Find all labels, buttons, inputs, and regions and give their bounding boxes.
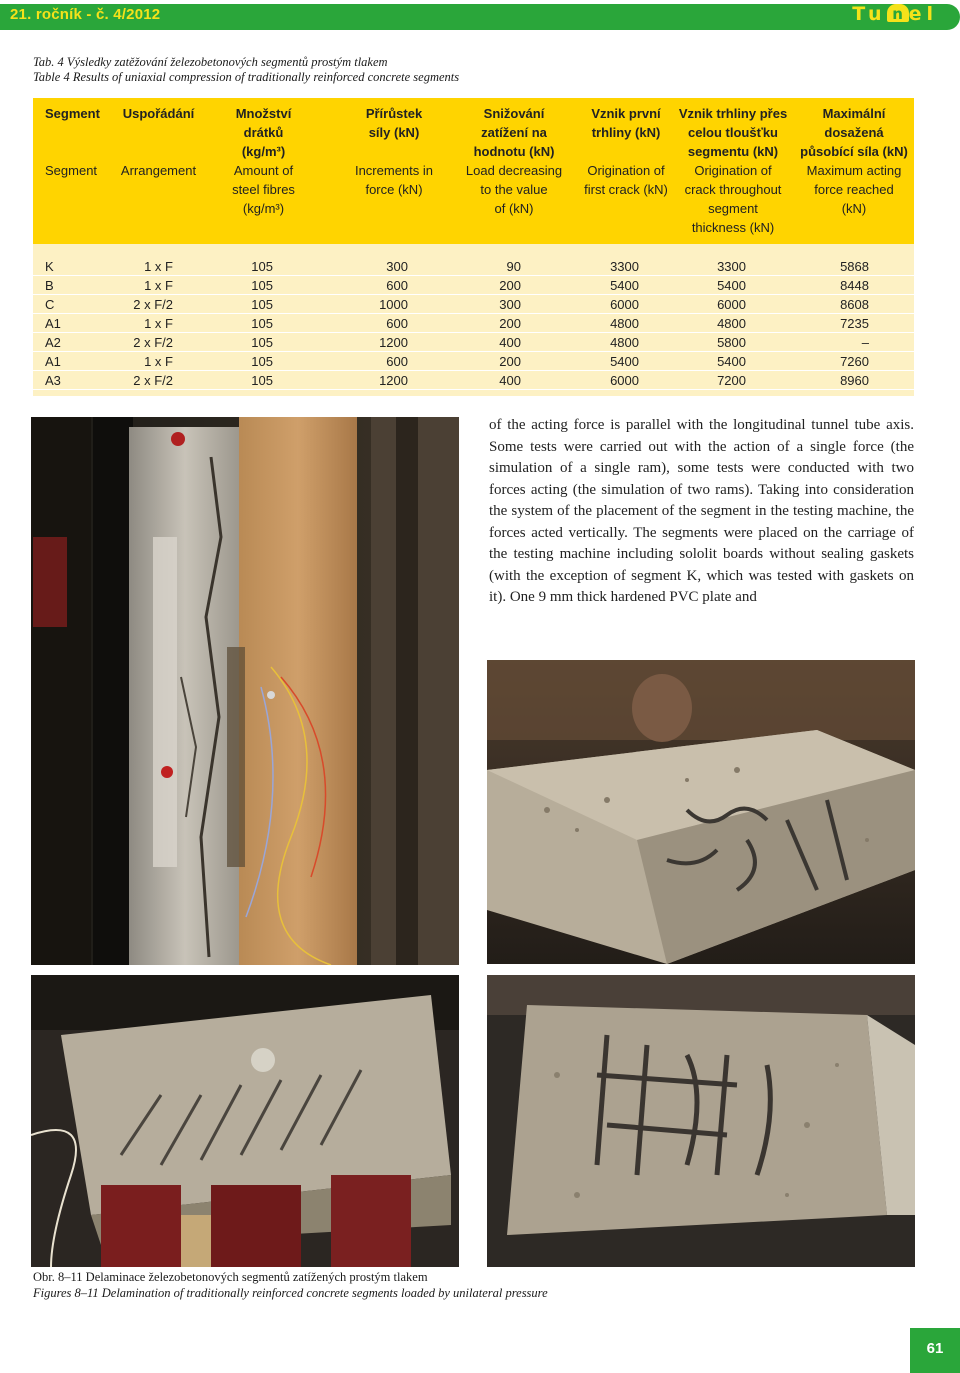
table-row xyxy=(33,371,914,390)
table-row xyxy=(33,257,914,276)
header-en-1-line: Segment xyxy=(45,163,98,178)
header-cz-5-line: Snižování xyxy=(483,106,545,121)
table-cell: – xyxy=(861,335,869,350)
photo-segment-face-delamination xyxy=(31,975,459,1267)
table-cell: 1 x F xyxy=(144,259,173,274)
table-cell: 5800 xyxy=(717,335,746,350)
table-caption xyxy=(33,55,459,85)
table-cell: K xyxy=(45,259,54,274)
table-cell: 3300 xyxy=(610,259,639,274)
photo-segment-top-view-illustration xyxy=(487,660,915,964)
header-cz-1-line: Segment xyxy=(45,106,100,121)
table-cell: 2 x F/2 xyxy=(133,373,173,388)
header-cz-8-line: působící síla (kN) xyxy=(800,144,908,159)
table-cell: 1 x F xyxy=(144,354,173,369)
table-cell: 5400 xyxy=(717,278,746,293)
header-cz-2 xyxy=(111,104,206,123)
table-header xyxy=(33,98,914,244)
table-cell: 200 xyxy=(499,316,521,331)
header-cz-4 xyxy=(338,104,450,142)
table-cell: 6000 xyxy=(610,373,639,388)
header-en-6-line: first crack (kN) xyxy=(584,182,668,197)
table-cell: 90 xyxy=(506,259,521,274)
table-cell: 600 xyxy=(386,316,408,331)
header-cz-8-line: Maximální xyxy=(822,106,886,121)
photo-segment-top-view xyxy=(487,660,915,964)
figure-caption-en: Figures 8–11 Delamination of traditionally reinforced concrete segments loaded by unilateral pressure xyxy=(33,1285,548,1300)
photo-segment-in-press-illustration xyxy=(31,417,459,965)
figure-caption xyxy=(33,1270,548,1301)
header-en-5 xyxy=(458,161,570,218)
header-cz-4-line: síly (kN) xyxy=(368,125,420,140)
header-en-7-line: segment xyxy=(708,201,758,216)
journal-logo: Tu n el xyxy=(852,3,938,25)
table-cell: 4800 xyxy=(610,316,639,331)
table-cell: 2 x F/2 xyxy=(133,297,173,312)
issue-label: 21. ročník - č. 4/2012 xyxy=(10,6,161,23)
header-en-8 xyxy=(795,161,913,218)
header-cz-6-line: Vznik první xyxy=(591,106,661,121)
page-header xyxy=(0,0,960,33)
header-cz-8 xyxy=(795,104,913,161)
table-row xyxy=(33,295,914,314)
header-en-4-line: Increments in xyxy=(354,163,434,178)
table-row xyxy=(33,333,914,352)
table-cell: 200 xyxy=(499,278,521,293)
photo-segment-in-press xyxy=(31,417,459,965)
table-cell: C xyxy=(45,297,55,312)
table-cell: 4800 xyxy=(610,335,639,350)
table-cell: A3 xyxy=(45,373,61,388)
table-row xyxy=(33,314,914,333)
table-cell: 6000 xyxy=(717,297,746,312)
table-cell: 600 xyxy=(386,278,408,293)
table-cell: 5868 xyxy=(840,259,869,274)
header-cz-7-line: celou tloušťku xyxy=(687,125,779,140)
table-row xyxy=(33,352,914,371)
table-cell: 1200 xyxy=(379,335,408,350)
header-cz-6 xyxy=(573,104,679,142)
photo-segment-face-illustration xyxy=(31,975,459,1267)
table-cell: 1000 xyxy=(379,297,408,312)
header-en-8-line: (kN) xyxy=(841,201,867,216)
results-table xyxy=(33,98,914,396)
table-cell: 3300 xyxy=(717,259,746,274)
table-cell: 105 xyxy=(251,278,273,293)
header-en-7-line: Origination of xyxy=(694,163,772,178)
header-en-3-line: steel fibres xyxy=(232,182,295,197)
header-cz-3-line: drátků xyxy=(243,125,284,140)
table-cell: 105 xyxy=(251,259,273,274)
table-cell: 105 xyxy=(251,373,273,388)
header-en-2 xyxy=(111,161,206,180)
header-en-3 xyxy=(216,161,311,218)
table-cell: 600 xyxy=(386,354,408,369)
figure-caption-cz: Obr. 8–11 Delaminace železobetonových segmentů zatížených prostým tlakem xyxy=(33,1270,428,1284)
header-cz-7 xyxy=(675,104,791,161)
table-cell: 105 xyxy=(251,354,273,369)
header-en-1 xyxy=(45,161,115,180)
table-cell: 4800 xyxy=(717,316,746,331)
table-cell: 5400 xyxy=(610,354,639,369)
header-en-6 xyxy=(573,161,679,199)
header-cz-1 xyxy=(45,104,115,123)
table-cell: 300 xyxy=(499,297,521,312)
body-paragraph: of the acting force is parallel with the longitudinal tunnel tube axis. Some tests were carried out with the action of a single force (the simulation of a single ram), some tests were conducted with two forces acting (the simulation of two rams). Taking into consideration the system of the placement of the segment in the testing machine, the forces acted vertically. The segments were placed on the carriage of the testing machine including sololit boards without sealing gaskets (with the exception of segment K, which was tested with gaskets on it). One 9 mm thick hardened PVC plate and xyxy=(489,417,914,605)
header-en-2-line: Arrangement xyxy=(120,163,197,178)
header-cz-5-line: zatížení na xyxy=(481,125,547,140)
table-cell: 7235 xyxy=(840,316,869,331)
table-cell: 2 x F/2 xyxy=(133,335,173,350)
table-cell: 300 xyxy=(386,259,408,274)
table-cell: A1 xyxy=(45,354,61,369)
header-en-5-line: to the value xyxy=(480,182,548,197)
table-cell: 8608 xyxy=(840,297,869,312)
header-en-4 xyxy=(338,161,450,199)
table-caption-en: Table 4 Results of uniaxial compression of traditionally reinforced concrete segments xyxy=(33,70,460,84)
table-row xyxy=(33,276,914,295)
header-cz-6-line: trhliny (kN) xyxy=(591,125,661,140)
table-cell: 400 xyxy=(499,335,521,350)
header-cz-2-line: Uspořádání xyxy=(122,106,195,121)
header-en-6-line: Origination of xyxy=(587,163,665,178)
photo-segment-rebar-illustration xyxy=(487,975,915,1267)
table-cell: 8448 xyxy=(840,278,869,293)
table-cell: 8960 xyxy=(840,373,869,388)
table-caption-cz: Tab. 4 Výsledky zatěžování železobetonových segmentů prostým tlakem xyxy=(33,55,388,69)
header-en-8-line: Maximum acting xyxy=(806,163,902,178)
header-cz-5 xyxy=(458,104,570,161)
header-en-7 xyxy=(675,161,791,237)
table-cell: 6000 xyxy=(610,297,639,312)
header-en-8-line: force reached xyxy=(814,182,894,197)
header-en-3-line: (kg/m³) xyxy=(242,201,285,216)
table-cell: A2 xyxy=(45,335,61,350)
header-cz-7-line: segmentu (kN) xyxy=(687,144,779,159)
header-cz-8-line: dosažená xyxy=(824,125,884,140)
table-cell: B xyxy=(45,278,54,293)
header-en-5-line: Load decreasing xyxy=(465,163,563,178)
page-number: 61 xyxy=(910,1328,960,1373)
table-cell: A1 xyxy=(45,316,61,331)
header-en-4-line: force (kN) xyxy=(365,182,423,197)
table-cell: 105 xyxy=(251,335,273,350)
table-cell: 5400 xyxy=(610,278,639,293)
table-cell: 5400 xyxy=(717,354,746,369)
table-cell: 7200 xyxy=(717,373,746,388)
table-cell: 105 xyxy=(251,297,273,312)
header-cz-3 xyxy=(216,104,311,161)
table-cell: 7260 xyxy=(840,354,869,369)
header-en-3-line: Amount of xyxy=(233,163,294,178)
header-en-7-line: thickness (kN) xyxy=(691,220,775,235)
photo-segment-rebar-exposed xyxy=(487,975,915,1267)
table-cell: 1200 xyxy=(379,373,408,388)
table-cell: 200 xyxy=(499,354,521,369)
table-cell: 105 xyxy=(251,316,273,331)
header-cz-3-line: (kg/m³) xyxy=(241,144,286,159)
table-cell: 400 xyxy=(499,373,521,388)
header-cz-3-line: Množství xyxy=(235,106,292,121)
header-cz-7-line: Vznik trhliny přes xyxy=(678,106,788,121)
header-en-7-line: crack throughout xyxy=(684,182,782,197)
table-cell: 1 x F xyxy=(144,278,173,293)
table-cell: 1 x F xyxy=(144,316,173,331)
header-cz-4-line: Přírůstek xyxy=(365,106,423,121)
header-cz-5-line: hodnotu (kN) xyxy=(473,144,555,159)
header-en-5-line: of (kN) xyxy=(494,201,534,216)
